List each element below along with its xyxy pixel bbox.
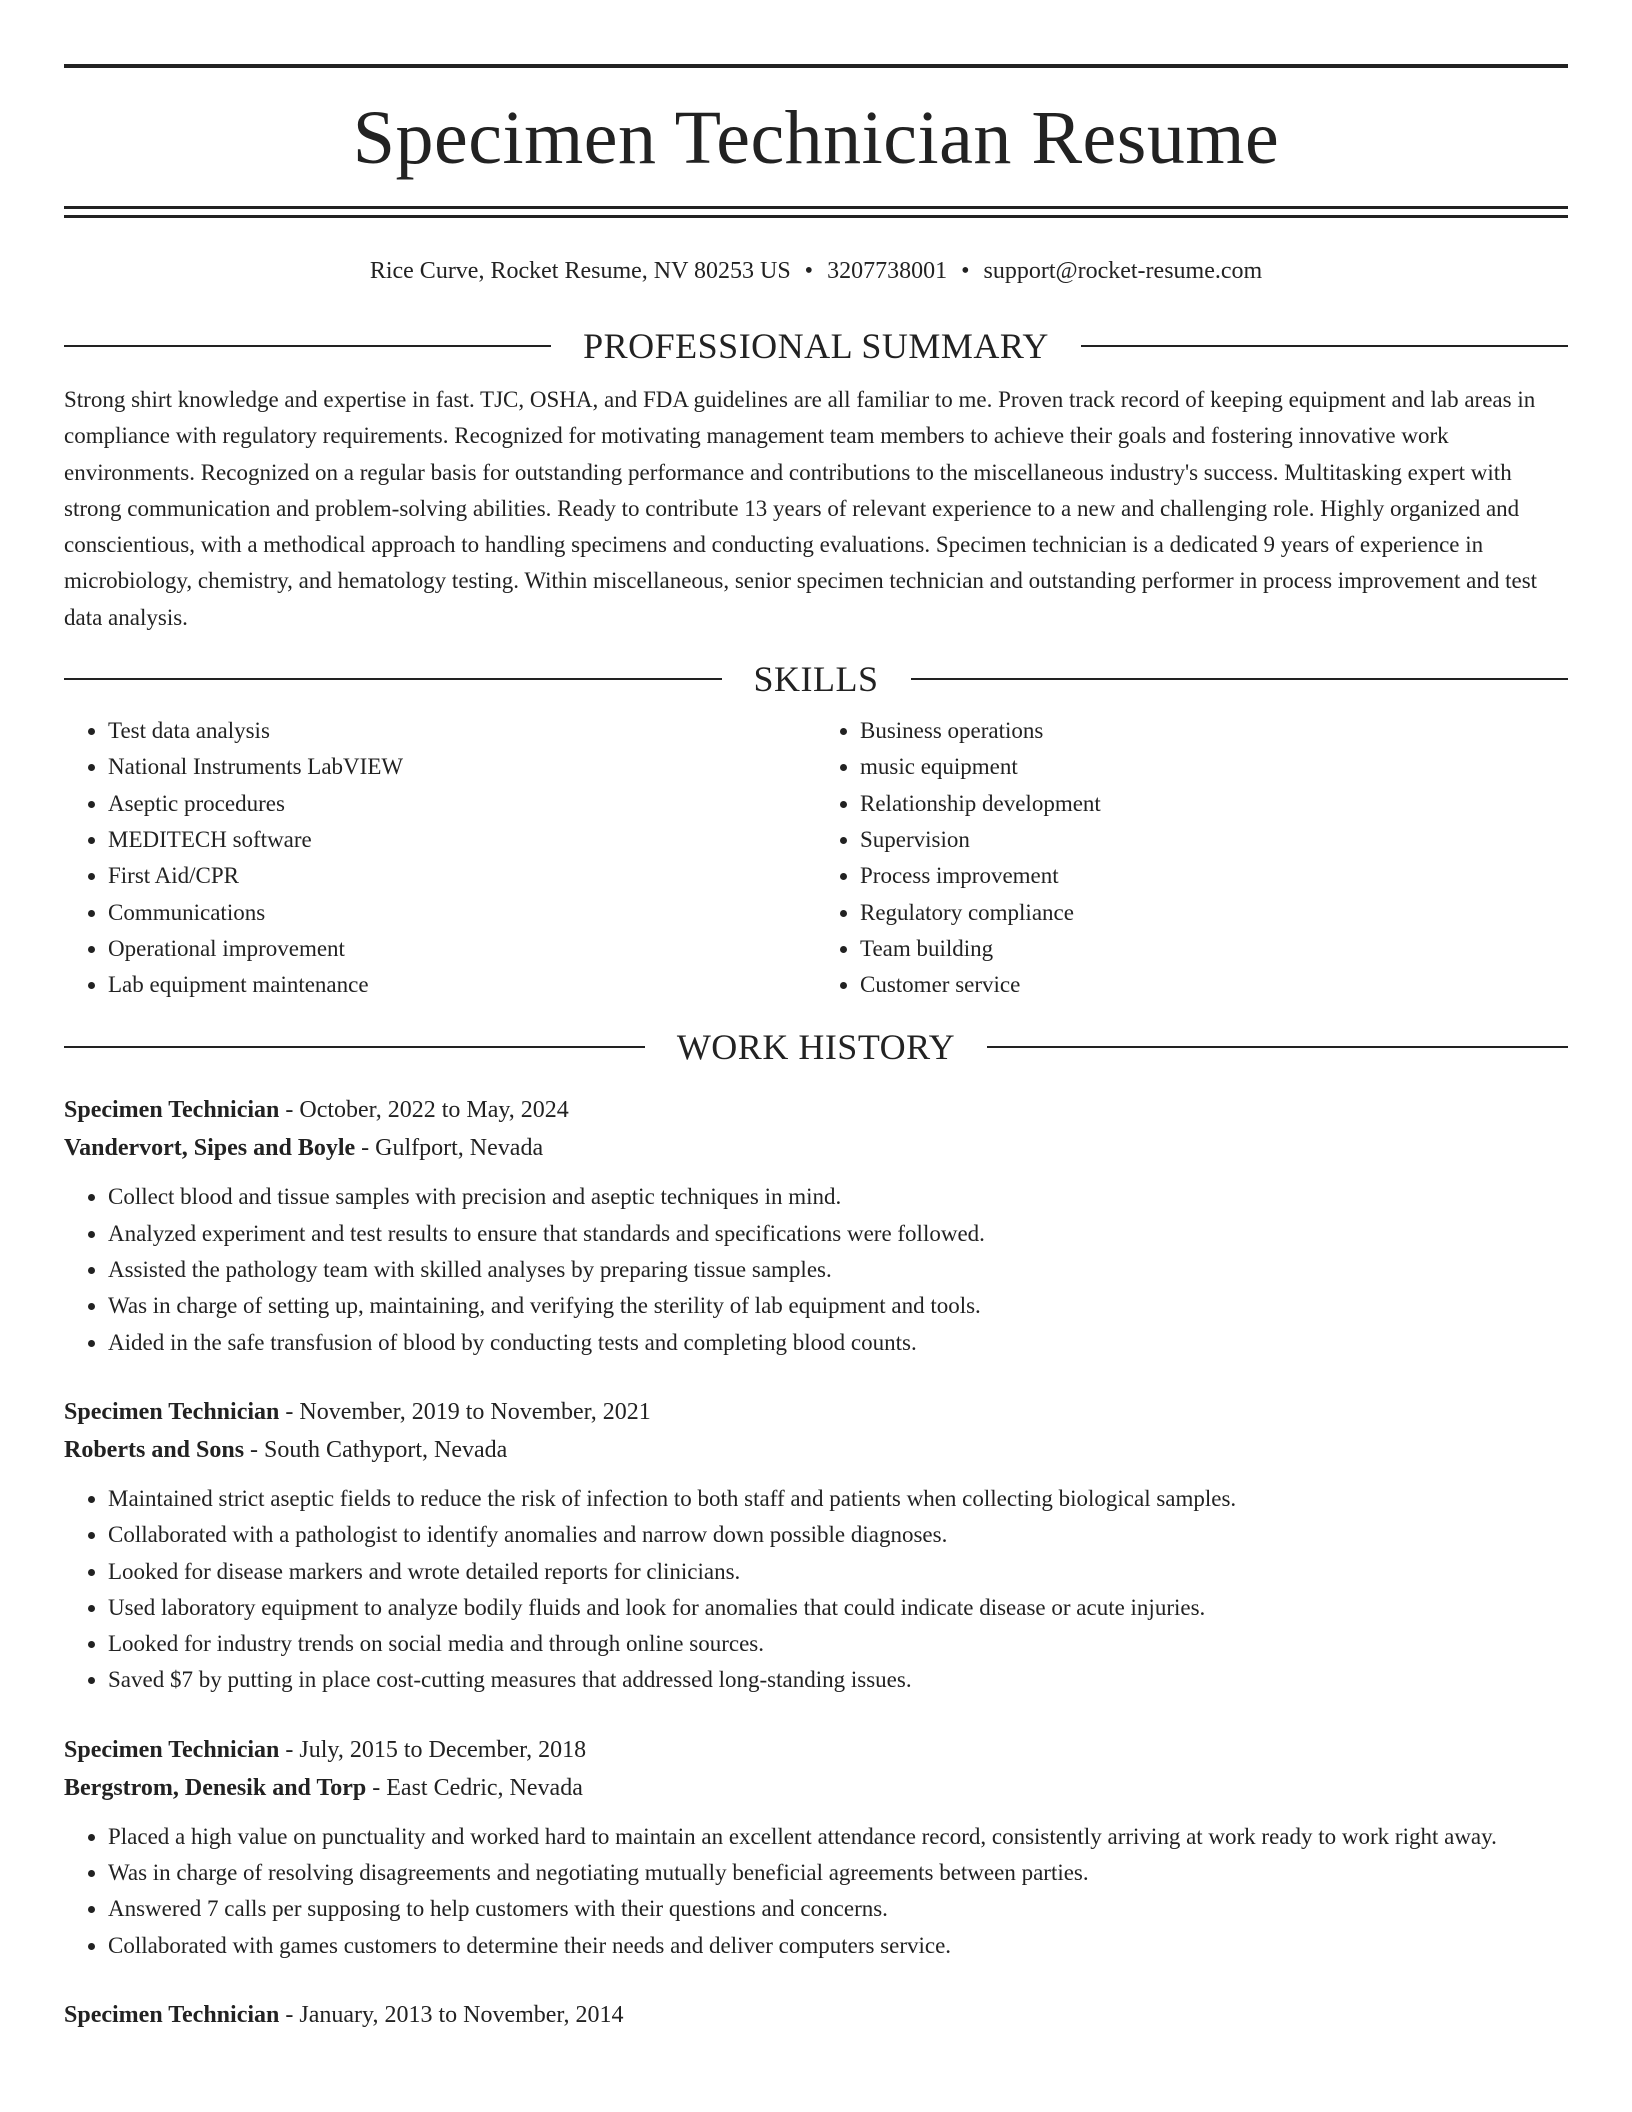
job-company-line [64, 1769, 1568, 1807]
job-bullet: • Collaborated with games customers to determine their needs and deliver computers service. [108, 1928, 1568, 1964]
skills-column-right [816, 713, 1568, 1003]
job-entry [64, 1091, 1568, 1360]
job-company-line [64, 1129, 1568, 1167]
job-bullet: • Collect blood and tissue samples with precision and aseptic techniques in mind. [108, 1179, 1568, 1215]
skill-item: • music equipment [860, 749, 1568, 785]
job-title-line [64, 1731, 1568, 1769]
work-heading: WORK HISTORY [676, 1027, 956, 1068]
job-bullet: • Placed a high value on punctuality and worked hard to maintain an excellent attendance record, consistently arriving at work ready to work right away. [108, 1819, 1568, 1855]
summary-section-heading [64, 326, 1568, 366]
contact-address: Rice Curve, Rocket Resume, NV 80253 US [369, 258, 791, 284]
job-company: Roberts and Sons [64, 1436, 245, 1463]
job-bullet: • Saved $7 by putting in place cost-cutting measures that addressed long-standing issues. [108, 1662, 1568, 1698]
heading-rule-left [64, 678, 722, 680]
job-bullets [64, 1481, 1568, 1699]
job-title: Specimen Technician [64, 1398, 280, 1425]
job-company-line [64, 1431, 1568, 1469]
contact-line [64, 256, 1568, 286]
job-title: Specimen Technician [64, 1097, 280, 1124]
job-dates: - July, 2015 to December, 2018 [279, 1736, 587, 1763]
title-double-rule [64, 206, 1568, 218]
job-dates: - November, 2019 to November, 2021 [279, 1398, 651, 1425]
skill-item: • Business operations [860, 713, 1568, 749]
skill-item: • Test data analysis [108, 713, 816, 749]
work-history-list [64, 1091, 1568, 2033]
job-bullet: • Was in charge of setting up, maintaining, and verifying the sterility of lab equipment and tools. [108, 1288, 1568, 1324]
skills-section-heading [64, 659, 1568, 699]
job-bullet: • Maintained strict aseptic fields to reduce the risk of infection to both staff and patients when collecting biological samples. [108, 1481, 1568, 1517]
heading-rule-right [1081, 345, 1568, 347]
heading-rule-right [987, 1046, 1568, 1048]
job-bullet: • Answered 7 calls per supposing to help customers with their questions and concerns. [108, 1891, 1568, 1927]
skills-heading: SKILLS [753, 659, 879, 700]
job-bullet: • Aided in the safe transfusion of blood by conducting tests and completing blood counts. [108, 1325, 1568, 1361]
job-location: - East Cedric, Nevada [366, 1774, 583, 1801]
heading-rule-right [911, 678, 1569, 680]
page-title: Specimen Technician Resume [352, 96, 1280, 180]
heading-rule-left [64, 345, 551, 347]
job-entry [64, 1731, 1568, 1964]
skills-list [64, 713, 1568, 1003]
job-bullet: • Looked for disease markers and wrote detailed reports for clinicians. [108, 1554, 1568, 1590]
job-bullet: • Analyzed experiment and test results to ensure that standards and specifications were followed. [108, 1216, 1568, 1252]
contact-email: support@rocket-resume.com [983, 258, 1263, 284]
skill-item: • Lab equipment maintenance [108, 967, 816, 1003]
skill-item: • First Aid/CPR [108, 858, 816, 894]
job-bullet: • Used laboratory equipment to analyze bodily fluids and look for anomalies that could indicate disease or acute injuries. [108, 1590, 1568, 1626]
contact-separator: • [804, 258, 814, 284]
skill-item: • Process improvement [860, 858, 1568, 894]
job-entry [64, 1996, 1568, 2034]
top-rule [64, 64, 1568, 68]
skill-item: • Supervision [860, 822, 1568, 858]
skill-item: • Communications [108, 895, 816, 931]
summary-text: Strong shirt knowledge and expertise in fast. TJC, OSHA, and FDA guidelines are all familiar to me. Proven track record of keeping equipment and lab areas in compliance with regulatory requirements. Recognized for motivating management team members to achieve their goals and fostering innovative work environments. Recognized on a regular basis for outstanding performance and contributions to the miscellaneous industry's success. Multitasking expert with strong communication and problem-solving abilities. Ready to contribute 13 years of relevant experience to a new and challenging role. Highly organized and conscientious, with a methodical approach to handling specimens and conducting evaluations. Specimen technician is a dedicated 9 years of experience in microbiology, chemistry, and hematology testing. Within miscellaneous, senior specimen technician and outstanding performer in process improvement and test data analysis. [64, 387, 1538, 630]
job-bullets [64, 1819, 1568, 1964]
skill-item: • National Instruments LabVIEW [108, 749, 816, 785]
job-title-line [64, 1393, 1568, 1431]
work-section-heading [64, 1027, 1568, 1067]
job-bullet: • Assisted the pathology team with skilled analyses by preparing tissue samples. [108, 1252, 1568, 1288]
job-title: Specimen Technician [64, 1736, 280, 1763]
contact-phone: 3207738001 [827, 258, 948, 284]
skills-column-left [64, 713, 816, 1003]
summary-heading: PROFESSIONAL SUMMARY [583, 326, 1049, 366]
job-dates: - October, 2022 to May, 2024 [279, 1097, 569, 1124]
job-location: - South Cathyport, Nevada [244, 1436, 508, 1463]
skill-item: • Team building [860, 931, 1568, 967]
job-entry [64, 1393, 1568, 1699]
skill-item: • Customer service [860, 967, 1568, 1003]
job-bullet: • Looked for industry trends on social media and through online sources. [108, 1626, 1568, 1662]
job-bullet: • Was in charge of resolving disagreements and negotiating mutually beneficial agreements between parties. [108, 1855, 1568, 1891]
job-company: Bergstrom, Denesik and Torp [64, 1774, 367, 1801]
job-title: Specimen Technician [64, 2001, 280, 2028]
job-dates: - January, 2013 to November, 2014 [279, 2001, 624, 2028]
job-bullets [64, 1179, 1568, 1360]
job-location: - Gulfport, Nevada [355, 1135, 544, 1162]
skill-item: • Regulatory compliance [860, 895, 1568, 931]
skill-item: • Relationship development [860, 786, 1568, 822]
skill-item: • MEDITECH software [108, 822, 816, 858]
job-title-line [64, 1996, 1568, 2034]
job-bullet: • Collaborated with a pathologist to identify anomalies and narrow down possible diagnoses. [108, 1517, 1568, 1553]
job-title-line [64, 1091, 1568, 1129]
job-company: Vandervort, Sipes and Boyle [64, 1135, 356, 1162]
skill-item: • Operational improvement [108, 931, 816, 967]
heading-rule-left [64, 1046, 645, 1048]
contact-separator: • [961, 258, 970, 284]
skill-item: • Aseptic procedures [108, 786, 816, 822]
